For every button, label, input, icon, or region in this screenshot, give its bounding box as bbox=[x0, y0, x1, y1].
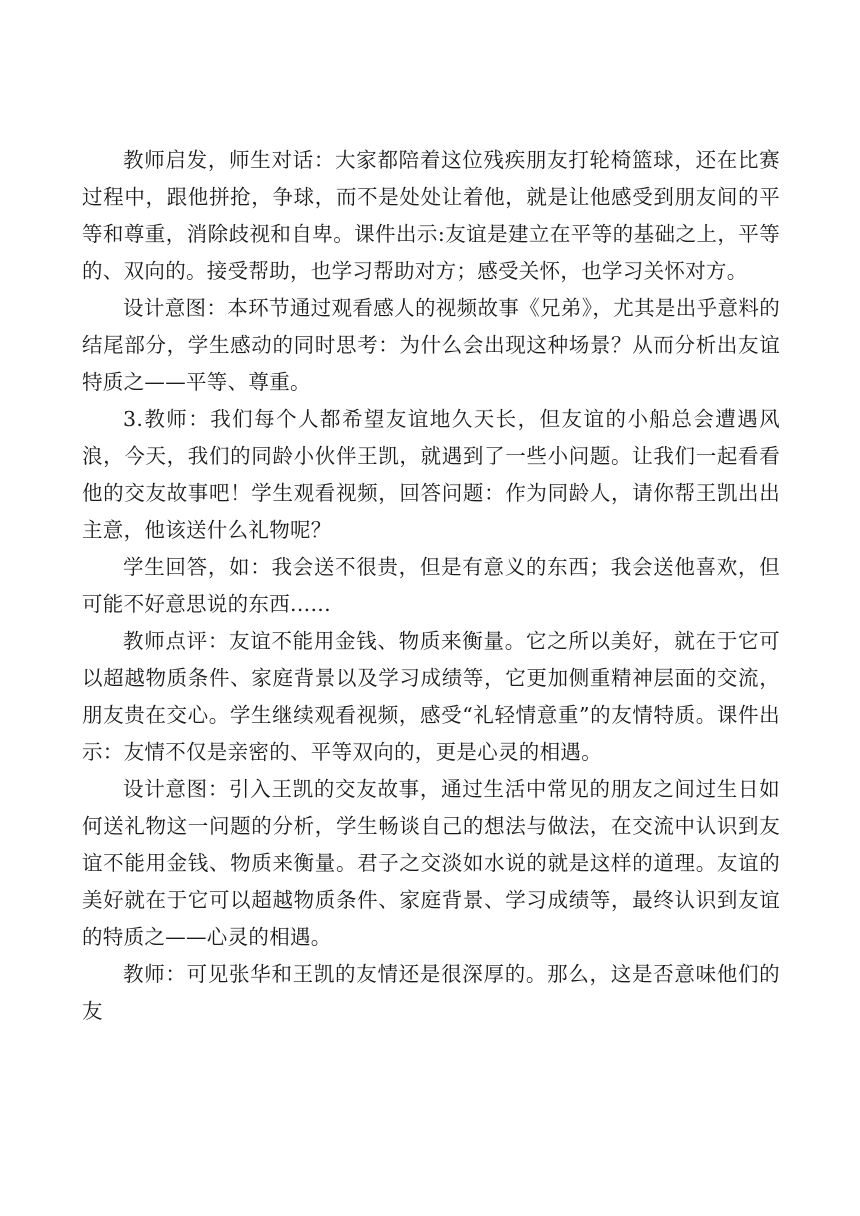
paragraph-teacher-closing: 教师：可见张华和王凯的友情还是很深厚的。那么，这是否意味他们的友 bbox=[82, 962, 780, 1023]
paragraph-student-answer: 学生回答，如：我会送不很贵，但是有意义的东西；我会送他喜欢，但可能不好意思说的东西...... bbox=[82, 555, 780, 616]
paragraph-teacher-dialogue: 教师启发，师生对话：大家都陪着这位残疾朋友打轮椅篮球，还在比赛过程中，跟他拼抢，争球，而不是处处让着他，就是让他感受到朋友间的平等和尊重，消除歧视和自卑。课件出示:友谊是建立在平等的基础之上，平等的、双向的。接受帮助，也学习帮助对方；感受关怀，也学习关怀对方。 bbox=[82, 148, 780, 283]
paragraph-design-intent-1: 设计意图：本环节通过观看感人的视频故事《兄弟》，尤其是出乎意料的结尾部分，学生感动的同时思考：为什么会出现这种场景？从而分析出友谊特质之——平等、尊重。 bbox=[82, 296, 780, 394]
paragraph-teacher-wangkai: 3.教师：我们每个人都希望友谊地久天长，但友谊的小船总会遭遇风浪，今天，我们的同龄小伙伴王凯，就遇到了一些小问题。让我们一起看看他的交友故事吧！学生观看视频，回答问题：作为同龄人，请你帮王凯出出主意，他该送什么礼物呢？ bbox=[82, 407, 780, 542]
paragraph-teacher-comment: 教师点评：友谊不能用金钱、物质来衡量。它之所以美好，就在于它可以超越物质条件、家庭背景以及学习成绩等，它更加侧重精神层面的交流，朋友贵在交心。学生继续观看视频，感受“礼轻情意重”的友情特质。课件出示：友情不仅是亲密的、平等双向的，更是心灵的相遇。 bbox=[82, 629, 780, 764]
paragraph-design-intent-2: 设计意图：引入王凯的交友故事，通过生活中常见的朋友之间过生日如何送礼物这一问题的分析，学生畅谈自己的想法与做法，在交流中认识到友谊不能用金钱、物质来衡量。君子之交淡如水说的就是这样的道理。友谊的美好就在于它可以超越物质条件、家庭背景、学习成绩等，最终认识到友谊的特质之——心灵的相遇。 bbox=[82, 777, 780, 949]
